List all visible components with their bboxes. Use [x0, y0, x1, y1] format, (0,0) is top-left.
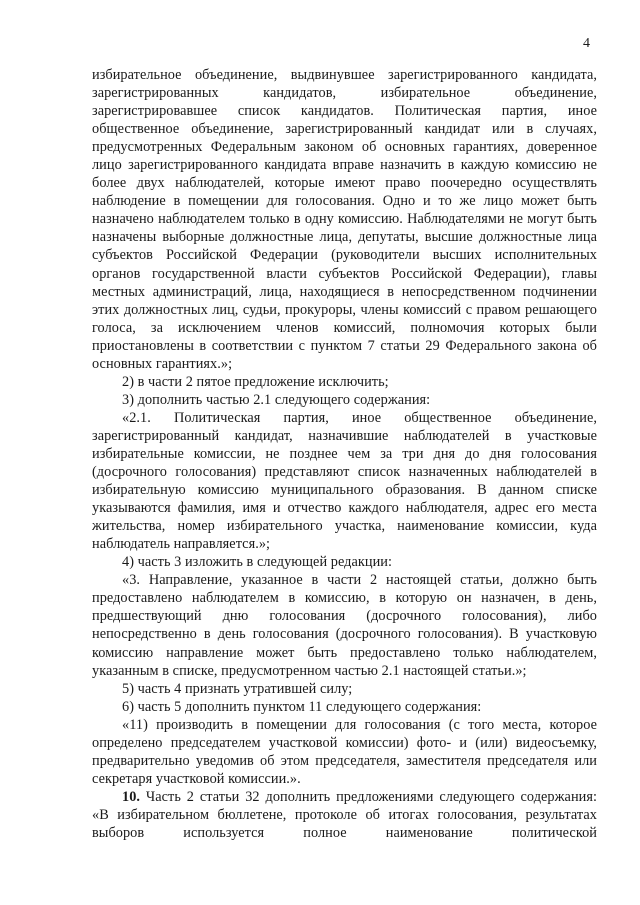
- paragraph-item-6: 6) часть 5 дополнить пунктом 11 следующего содержания:: [122, 698, 482, 715]
- paragraph-item-3: 3) дополнить частью 2.1 следующего содержания:: [122, 391, 431, 408]
- paragraph-point-11: «11) производить в помещении для голосования (с того места, которое определено председателем участковой комиссии) фото- и (или) видеосъемку, предварительно уведомив об этом председателя, заместителя председателя или секретаря участковой комиссии.».: [92, 716, 597, 787]
- paragraph-item-2: 2) в части 2 пятое предложение исключить;: [122, 373, 389, 390]
- paragraph-observers: избирательное объединение, выдвинувшее зарегистрированного кандидата, зарегистрированных кандидатов, избирательное объединение, зарегистрировавшее список кандидатов. Политическая партия, иное общественное объединение, зарегистрированный кандидат или в случаях, предусмотренных Федеральным законом об основных гарантиях, доверенное лицо зарегистрированного кандидата вправе назначить в каждую комиссию не более двух наблюдателей, которые имеют право поочередно осуществлять наблюдение в помещении для голосования. Одно и то же лицо может быть назначено наблюдателем только в одну комиссию. Наблюдателями не могут быть назначены выборные должностные лица, депутаты, высшие должностные лица субъектов Российской Федерации (руководители высших исполнительных органов государственной власти субъектов Российской Федерации), главы местных администраций, лица, находящиеся в непосредственном подчинении этих должностных лиц, судьи, прокуроры, члены комиссий с правом решающего голоса, за исключением членов комиссий, полномочия которых были приостановлены в соответствии с пунктом 7 статьи 29 Федерального закона об основных гарантиях.»;: [92, 67, 597, 372]
- page-number: 4: [583, 36, 590, 51]
- paragraph-section-10: [92, 788, 597, 842]
- paragraph-item-5: 5) часть 4 признать утратившей силу;: [122, 680, 353, 697]
- section-10-text: Часть 2 статьи 32 дополнить предложениями следующего содержания: «В избирательном бюллетене, протоколе об итогах голосования, результатах выборов используется полное наименование политической: [92, 788, 597, 841]
- paragraph-part-3: «3. Направление, указанное в части 2 настоящей статьи, должно быть предоставлено наблюдателем в комиссию, в которую он назначен, в день, предшествующий дню голосования (досрочного голосования), либо непосредственно в день голосования (досрочного голосования). В участковую комиссию направление может быть предоставлено только наблюдателем, указанным в списке, предусмотренном частью 2.1 настоящей статьи.»;: [92, 572, 597, 679]
- section-number: 10.: [122, 788, 141, 805]
- document-body: [92, 66, 597, 842]
- paragraph-part-2-1: «2.1. Политическая партия, иное общественное объединение, зарегистрированный кандидат, назначившие наблюдателей в участковые избирательные комиссии, не позднее чем за три дня до дня голосования (досрочного голосования) представляют список назначенных наблюдателей в избирательную комиссию муниципального образования. В данном списке указываются фамилия, имя и отчество каждого наблюдателя, адрес его места жительства, номер избирательного участка, наименование комиссии, куда наблюдатель направляется.»;: [92, 409, 597, 553]
- paragraph-item-4: 4) часть 3 изложить в следующей редакции:: [122, 554, 393, 571]
